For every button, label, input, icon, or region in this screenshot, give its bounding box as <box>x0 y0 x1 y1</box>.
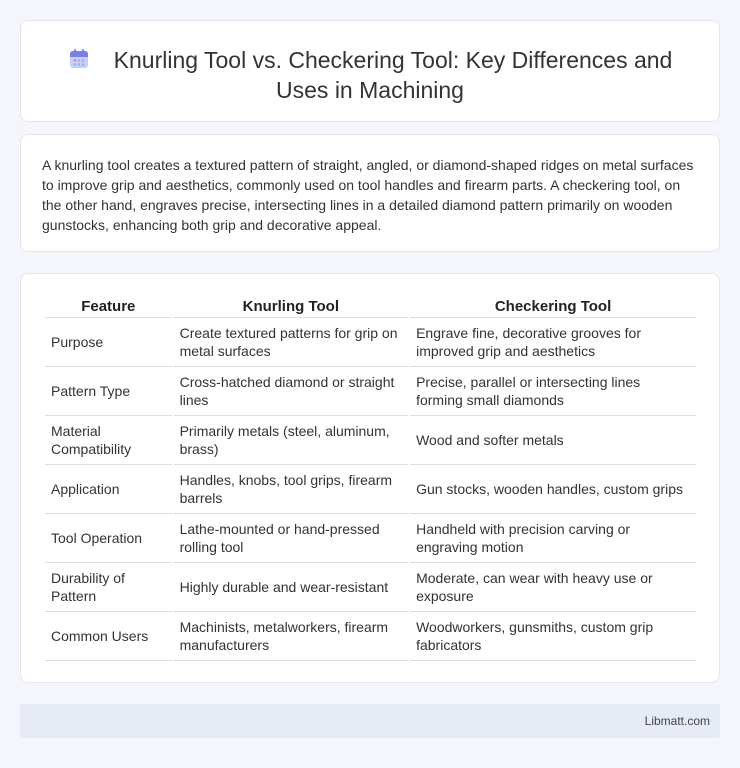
row-knurling-cell: Primarily metals (steel, aluminum, brass) <box>174 416 408 465</box>
row-feature-cell: Durability of Pattern <box>45 563 172 612</box>
table-header-row <box>45 294 696 318</box>
header-feature: Feature <box>45 294 172 318</box>
row-checkering-cell: Engrave fine, decorative grooves for improved grip and aesthetics <box>410 318 696 367</box>
row-checkering-cell: Woodworkers, gunsmiths, custom grip fabricators <box>410 612 696 661</box>
calendar-icon <box>68 48 90 70</box>
footer-site-link[interactable]: Libmatt.com <box>644 714 710 728</box>
table-row <box>45 367 696 416</box>
title-card <box>20 20 720 122</box>
row-feature-cell: Pattern Type <box>45 367 172 416</box>
row-knurling-cell: Highly durable and wear-resistant <box>174 563 408 612</box>
table-row <box>45 612 696 661</box>
row-feature-cell: Tool Operation <box>45 514 172 563</box>
row-feature-cell: Material Compatibility <box>45 416 172 465</box>
table-row <box>45 416 696 465</box>
row-knurling-cell: Create textured patterns for grip on metal surfaces <box>174 318 408 367</box>
row-feature-cell: Common Users <box>45 612 172 661</box>
header-knurling-tool: Knurling Tool <box>174 294 408 318</box>
comparison-table <box>43 294 698 661</box>
row-knurling-cell: Cross-hatched diamond or straight lines <box>174 367 408 416</box>
row-feature-cell: Purpose <box>45 318 172 367</box>
comparison-card <box>20 273 720 683</box>
table-row <box>45 514 696 563</box>
row-checkering-cell: Precise, parallel or intersecting lines forming small diamonds <box>410 367 696 416</box>
row-checkering-cell: Moderate, can wear with heavy use or exposure <box>410 563 696 612</box>
table-row <box>45 563 696 612</box>
header-checkering-tool: Checkering Tool <box>410 294 696 318</box>
row-knurling-cell: Lathe-mounted or hand-pressed rolling tool <box>174 514 408 563</box>
summary-paragraph: A knurling tool creates a textured pattern of straight, angled, or diamond-shaped ridges on metal surfaces to improve grip and aesthetics, commonly used on tool handles and firearm parts. A checkering tool, on the other hand, engraves precise, intersecting lines in a detailed diamond pattern primarily on wooden gunstocks, enhancing both grip and decorative appeal. <box>42 157 694 233</box>
row-knurling-cell: Machinists, metalworkers, firearm manufacturers <box>174 612 408 661</box>
row-knurling-cell: Handles, knobs, tool grips, firearm barrels <box>174 465 408 514</box>
row-checkering-cell: Wood and softer metals <box>410 416 696 465</box>
footer-bar <box>20 704 720 738</box>
row-feature-cell: Application <box>45 465 172 514</box>
summary-card <box>20 134 720 252</box>
row-checkering-cell: Handheld with precision carving or engraving motion <box>410 514 696 563</box>
page-title-text: Knurling Tool vs. Checkering Tool: Key Differences and Uses in Machining <box>113 47 673 103</box>
table-row <box>45 318 696 367</box>
table-row <box>45 465 696 514</box>
page-title <box>21 21 719 105</box>
row-checkering-cell: Gun stocks, wooden handles, custom grips <box>410 465 696 514</box>
